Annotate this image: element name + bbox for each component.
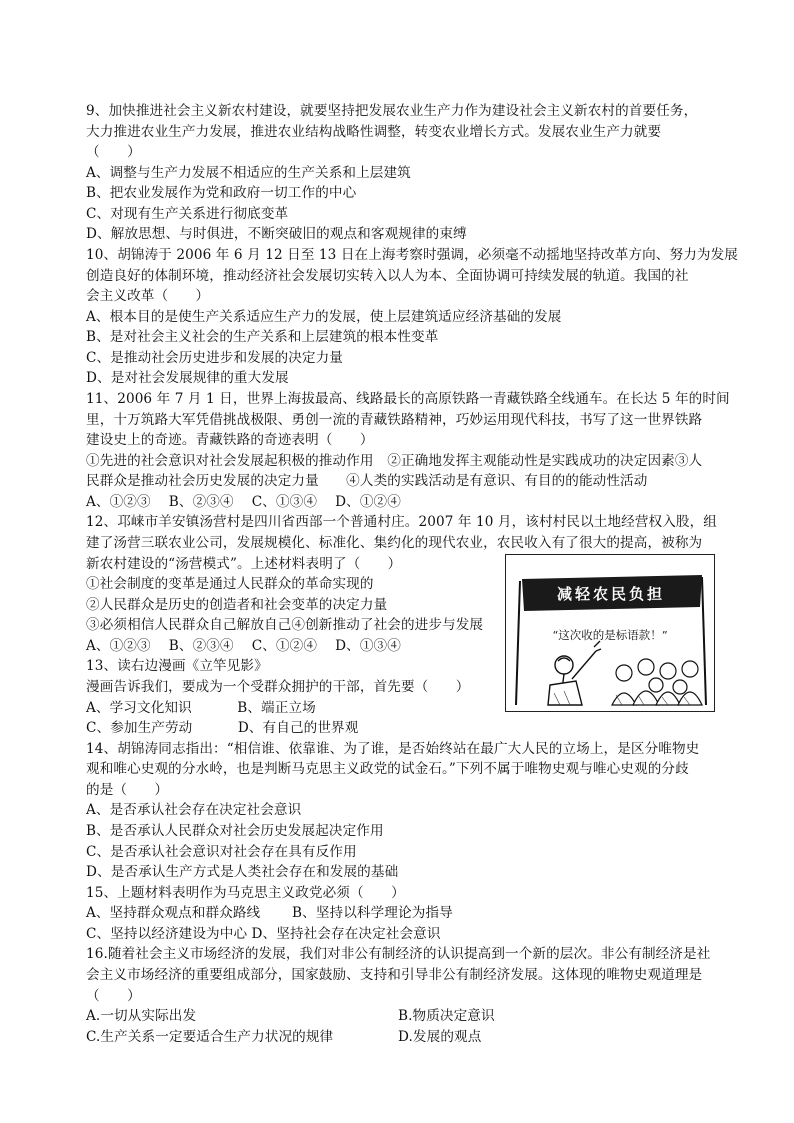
q10-option-a: A、根本目的是使生产关系适应生产力的发展，使上层建筑适应经济基础的发展 (86, 309, 562, 325)
q9-line-3: （ ） (86, 144, 141, 160)
q11-options: A、①②③ B、②③④ C、①③④ D、①②④ (86, 494, 401, 510)
q14-option-d: D、是否承认生产方式是人类社会存在和发展的基础 (86, 864, 399, 880)
q10-line-1: 10、胡锦涛于 2006 年 6 月 12 日至 13 日在上海考察时强调，必须毫不动摇地坚持改革方向、努力为发展 (86, 247, 738, 263)
q14-line-3: 的是（ ） (86, 782, 169, 798)
q13-line-1: 13、读右边漫画《立竿见影》 (86, 658, 268, 674)
q12-line-1: 12、邛崃市羊安镇汤营村是四川省西部一个普通村庄。2007 年 10 月，该村村民以土地经营权入股，组 (86, 514, 717, 530)
q10-option-c: C、是推动社会历史进步和发展的决定力量 (86, 350, 343, 366)
q10-option-b: B、是对社会主义社会的生产关系和上层建筑的根本性变革 (86, 329, 439, 345)
q11-line-1: 11、2006 年 7 月 1 日，世界上海拔最高、线路最长的高原铁路一青藏铁路全线通车。在长达 5 年的时间 (86, 391, 730, 407)
q9-option-d: D、解放思想、与时俱进，不断突破旧的观点和客观规律的束缚 (86, 226, 467, 242)
q12-statement-2: ②人民群众是历史的创造者和社会变革的决定力量 (86, 597, 388, 613)
q9-line-1: 9、加快推进社会主义新农村建设，就要坚持把发展农业生产力作为建设社会主义新农村的首要任务， (86, 103, 698, 119)
q11-statements-2: 民群众是推动社会历史发展的决定力量 ④人类的实践活动是有意识、有目的的能动性活动 (86, 473, 648, 489)
q12-statement-1: ①社会制度的变革是通过人民群众的革命实现的 (86, 576, 374, 592)
cartoon-image (505, 554, 715, 712)
q10-option-d: D、是对社会发展规律的重大发展 (86, 370, 289, 386)
speech-text: “这次收的是标语款！” (552, 628, 668, 642)
q13-options-cd: C、参加生产劳动 D、有自己的世界观 (86, 720, 359, 736)
q11-line-3: 建设史上的奇迹。青藏铁路的奇迹表明（ ） (86, 432, 374, 448)
q16-option-c: C.生产关系一定要适合生产力状况的规律 (86, 1029, 334, 1045)
q13-line-2: 漫画告诉我们，要成为一个受群众拥护的干部，首先要（ ） (86, 679, 470, 695)
q16-line-3: （ ） (86, 988, 141, 1004)
q16-option-b: B.物质决定意识 (398, 1008, 495, 1024)
q12-line-2: 建了汤营三联农业公司，发展规模化、标准化、集约化的现代农业，农民收入有了很大的提高，被称为 (86, 535, 703, 551)
q16-option-d: D.发展的观点 (398, 1029, 482, 1045)
q12-line-3: 新农村建设的“汤营模式”。上述材料表明了（ ） (86, 556, 402, 572)
crowd-figures (612, 659, 702, 705)
q16-line-2: 会主义市场经济的重要组成部分，国家鼓励、支持和引导非公有制经济发展。这体现的唯物史观道理是 (86, 967, 703, 983)
q10-line-3: 会主义改革（ ） (86, 288, 210, 304)
q12-statement-3: ③必须相信人民群众自己解放自己④创新推动了社会的进步与发展 (86, 617, 484, 633)
q15-line-1: 15、上题材料表明作为马克思主义政党必须（ ） (86, 885, 405, 901)
q9-option-c: C、对现有生产关系进行彻底变革 (86, 206, 289, 222)
q14-option-a: A、是否承认社会存在决定社会意识 (86, 802, 302, 818)
q14-option-b: B、是否承认人民群众对社会历史发展起决定作用 (86, 823, 384, 839)
q15-options-cd: C、坚持以经济建设为中心 D、坚持社会存在决定社会意识 (86, 926, 441, 942)
q16-line-1: 16.随着社会主义市场经济的发展，我们对非公有制经济的认识提高到一个新的层次。非公有制经济是社 (86, 946, 711, 962)
q14-line-2: 观和唯心史观的分水岭，也是判断马克思主义政党的试金石。”下列不属于唯物史观与唯心史观的分歧 (86, 761, 689, 777)
q15-options-ab: A、坚持群众观点和群众路线 B、坚持以科学理论为指导 (86, 905, 453, 921)
cartoon-drawing (506, 555, 714, 711)
q13-options-ab: A、学习文化知识 B、端正立场 (86, 700, 316, 716)
q16-option-a: A.一切从实际出发 (86, 1008, 197, 1024)
q9-option-a: A、调整与生产力发展不相适应的生产关系和上层建筑 (86, 165, 411, 181)
q14-line-1: 14、胡锦涛同志指出：“相信谁、依靠谁、为了谁，是否始终站在最广大人民的立场上，是区分唯物史 (86, 741, 700, 757)
q11-statements-1: ①先进的社会意识对社会发展起积极的推动作用 ②正确地发挥主观能动性是实践成功的决定因素③人 (86, 453, 703, 469)
official-figure (548, 641, 601, 705)
q9-line-2: 大力推进农业生产力发展，推进农业结构战略性调整，转变农业增长方式。发展农业生产力就要 (86, 124, 662, 140)
banner-text: 减轻农民负担 (556, 585, 666, 603)
q10-line-2: 创造良好的体制环境，推动经济社会发展切实转入以人为本、全面协调可持续发展的轨道。我国的社 (86, 268, 689, 284)
q9-option-b: B、把农业发展作为党和政府一切工作的中心 (86, 185, 357, 201)
q11-line-2: 里，十万筑路大军凭借挑战极限、勇创一流的青藏铁路精神，巧妙运用现代科技，书写了这一世界铁路 (86, 412, 703, 428)
q14-option-c: C、是否承认社会意识对社会存在具有反作用 (86, 844, 357, 860)
q12-options: A、①②③ B、②③④ C、①②④ D、①③④ (86, 638, 401, 654)
